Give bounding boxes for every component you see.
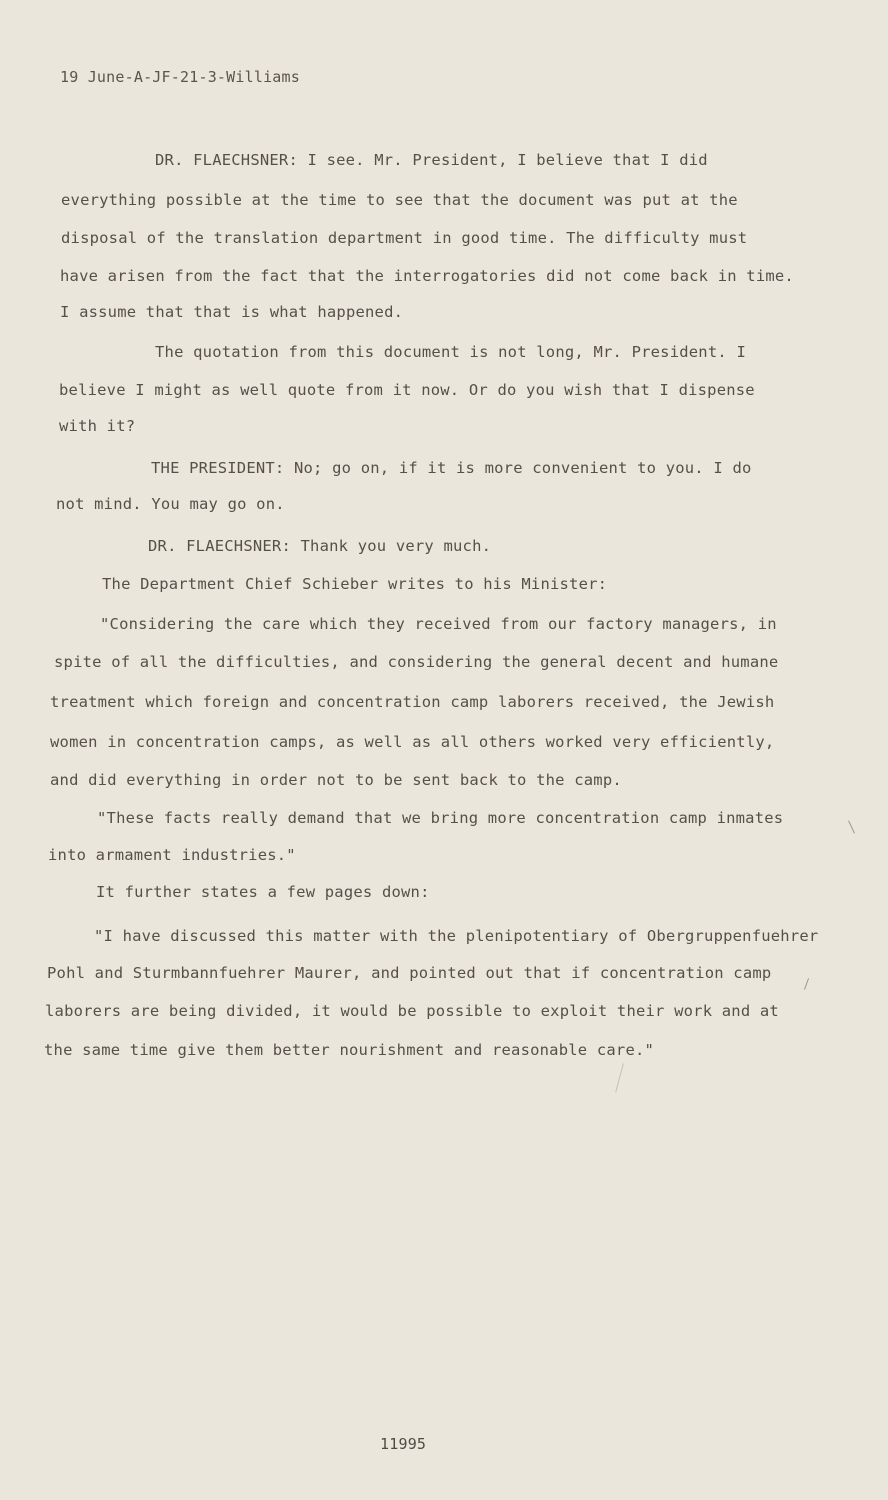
- text-line: into armament industries.": [48, 846, 296, 864]
- text-line: disposal of the translation department in good time. The difficulty must: [61, 229, 748, 247]
- text-line: "These facts really demand that we bring more concentration camp inmates: [97, 809, 784, 827]
- text-line: have arisen from the fact that the interrogatories did not come back in time.: [60, 267, 794, 285]
- text-line: The quotation from this document is not long, Mr. President. I: [155, 343, 746, 361]
- header-reference: 19 June-A-JF-21-3-Williams: [60, 68, 300, 86]
- text-line: and did everything in order not to be sent back to the camp.: [50, 771, 622, 789]
- stray-mark: [804, 978, 809, 990]
- stray-mark: [848, 820, 855, 833]
- text-line: DR. FLAECHSNER: I see. Mr. President, I believe that I did: [155, 151, 708, 169]
- text-line: believe I might as well quote from it now. Or do you wish that I dispense: [59, 381, 755, 399]
- text-line: laborers are being divided, it would be possible to exploit their work and at: [45, 1002, 779, 1020]
- text-line: I assume that that is what happened.: [60, 303, 404, 321]
- text-line: Pohl and Sturmbannfuehrer Maurer, and pointed out that if concentration camp: [47, 964, 772, 982]
- text-line: not mind. You may go on.: [56, 495, 285, 513]
- text-line: The Department Chief Schieber writes to his Minister:: [102, 575, 608, 593]
- text-line: DR. FLAECHSNER: Thank you very much.: [148, 537, 492, 555]
- text-line: "Considering the care which they received from our factory managers, in: [100, 615, 777, 633]
- text-line: It further states a few pages down:: [96, 883, 430, 901]
- page-number: 11995: [380, 1435, 427, 1453]
- text-line: women in concentration camps, as well as all others worked very efficiently,: [50, 733, 775, 751]
- text-line: "I have discussed this matter with the plenipotentiary of Obergruppenfuehrer: [94, 927, 819, 945]
- stray-mark: [615, 1063, 624, 1092]
- text-line: the same time give them better nourishment and reasonable care.": [44, 1041, 655, 1059]
- text-line: treatment which foreign and concentration camp laborers received, the Jewish: [50, 693, 775, 711]
- text-line: with it?: [59, 417, 136, 435]
- text-line: THE PRESIDENT: No; go on, if it is more convenient to you. I do: [151, 459, 752, 477]
- text-line: everything possible at the time to see that the document was put at the: [61, 191, 738, 209]
- text-line: spite of all the difficulties, and considering the general decent and humane: [54, 653, 779, 671]
